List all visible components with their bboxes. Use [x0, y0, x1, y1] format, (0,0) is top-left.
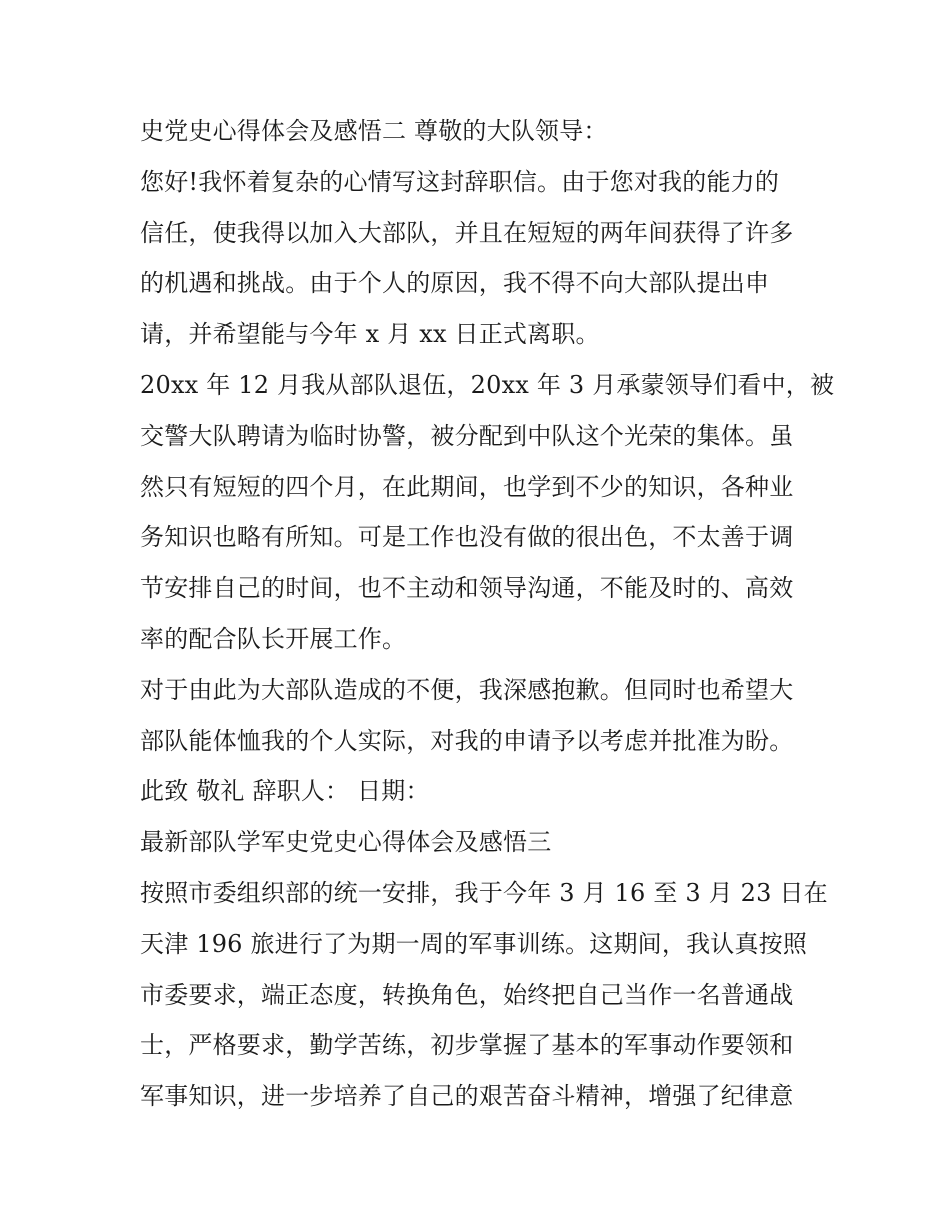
text-line: 节安排自己的时间，也不主动和领导沟通，不能及时的、高效	[140, 574, 794, 603]
text-line: 20xx 年 12 月我从部队退伍，20xx 年 3 月承蒙领导们看中，被	[140, 370, 835, 399]
text-line: 率的配合队长开展工作。	[140, 624, 407, 653]
text-line: 对于由此为大部队造成的不便，我深感抱歉。但同时也希望大	[140, 675, 794, 704]
text-line: 的机遇和挑战。由于个人的原因，我不得不向大部队提出申	[140, 269, 770, 298]
text-line: 军事知识，进一步培养了自己的艰苦奋斗精神，增强了纪律意	[140, 1082, 794, 1111]
text-line: 按照市委组织部的统一安排，我于今年 3 月 16 至 3 月 23 日在	[140, 878, 828, 907]
text-line: 市委要求，端正态度，转换角色，始终把自己当作一名普通战	[140, 980, 794, 1009]
document-body	[140, 106, 835, 1122]
section-heading: 最新部队学军史党史心得体会及感悟三	[140, 828, 552, 857]
text-line: 史党史心得体会及感悟二 尊敬的大队领导：	[140, 117, 608, 145]
text-line: 信任，使我得以加入大部队，并且在短短的两年间获得了许多	[140, 218, 794, 247]
text-line: 请，并希望能与今年 x 月 xx 日正式离职。	[140, 320, 600, 349]
text-line: 然只有短短的四个月，在此期间，也学到不少的知识，各种业	[140, 472, 794, 501]
text-line: 部队能体恤我的个人实际，对我的申请予以考虑并批准为盼。	[140, 726, 794, 755]
text-line: 交警大队聘请为临时协警，被分配到中队这个光荣的集体。虽	[140, 421, 794, 450]
text-line: 天津 196 旅进行了为期一周的军事训练。这期间，我认真按照	[140, 929, 808, 958]
text-line: 您好!我怀着复杂的心情写这封辞职信。由于您对我的能力的	[140, 167, 780, 196]
text-line: 此致 敬礼 辞职人： 日期：	[140, 777, 430, 806]
text-line: 士，严格要求，勤学苦练，初步掌握了基本的军事动作要领和	[140, 1031, 794, 1060]
text-line: 务知识也略有所知。可是工作也没有做的很出色，不太善于调	[140, 523, 794, 552]
